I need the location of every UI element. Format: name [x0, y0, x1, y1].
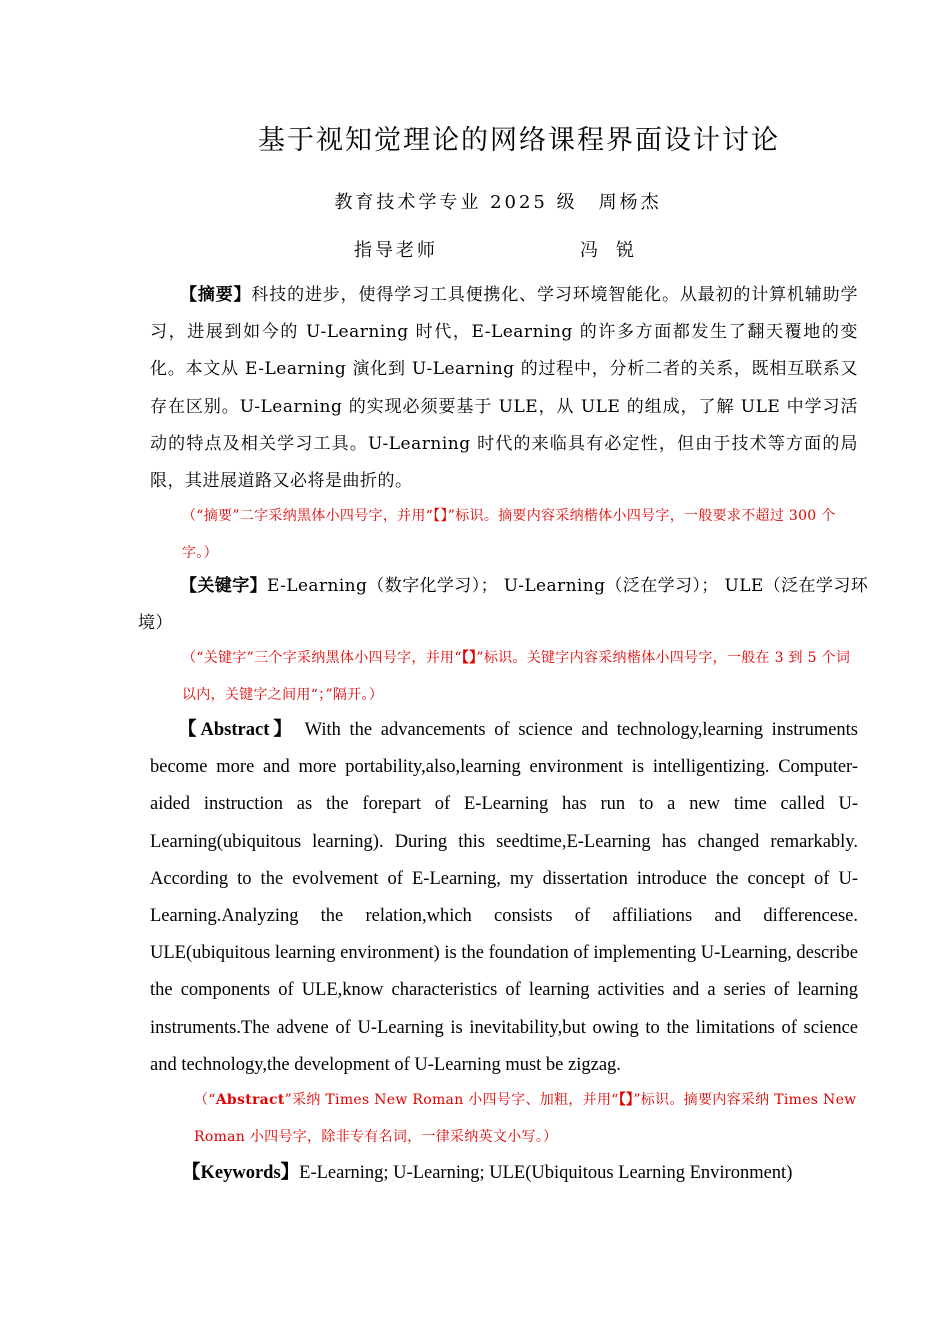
note-keywords-cn-bracket: 【】 — [461, 650, 477, 666]
keywords-cn-text: E-Learning（数字化学习）； U-Learning（泛在学习）； ULE（泛在学习环境） — [138, 576, 869, 633]
abstract-cn-label: 【摘要】 — [180, 285, 252, 305]
note-keywords-cn-part2: ”标识。关键字内容采纳楷体小四号字，一般在 3 到 5 个词以内，关键字之间用“；”隔开。） — [182, 650, 851, 703]
advisor-line — [354, 236, 654, 262]
author-line: 教育技术学专业 2025 级 周杨杰 — [334, 192, 662, 213]
note-abstract-en-part1: （“ — [194, 1092, 216, 1108]
keywords-cn-label: 【关键字】 — [180, 576, 267, 596]
keywords-en — [182, 1155, 882, 1192]
abstract-cn-text: 科技的进步，使得学习工具便携化、学习环境智能化。从最初的计算机辅助学习，进展到如今的 U-Learning 时代，E-Learning 的许多方面都发生了翻天覆地的变化。本文从 E-Learning 演化到 U-Learning 的过程中，分析二者的关系，既相互联系又存在区别。U-Learning 的实现必须要基于 ULE，从 ULE 的组成，了解 ULE 中学习活动的特点及相关学习工具。U-Learning 时代的来临具有必定性，但由于技术等方面的局限，其进展道路又必将是曲折的。 — [150, 285, 858, 492]
note-abstract-en-part2: ”采纳 Times New Roman 小四号字、加粗，并用“ — [284, 1092, 619, 1108]
note-abstract-en-bracket: 【】 — [618, 1092, 634, 1108]
note-keywords-cn-part1: （“关键字”三个字采纳黑体小四号字，并用“ — [182, 650, 462, 666]
note-abstract-en — [194, 1082, 860, 1156]
abstract-en — [150, 712, 858, 1084]
page-title: 基于视知觉理论的网络课程界面设计讨论 — [258, 125, 780, 156]
note-abstract-en-part3: ”标识。摘要内容采纳 Times New Roman 小四号字，除非专有名词，一律采纳英文小写。） — [194, 1092, 857, 1145]
note-abstract-en-bold: Abstract — [215, 1092, 285, 1108]
keywords-en-label: 【Keywords】 — [182, 1163, 300, 1183]
advisor-name: 冯锐 — [580, 240, 652, 261]
advisor-label: 指导老师 — [354, 240, 438, 261]
abstract-en-text: With the advancements of science and technology,learning instruments become more and more portability,also,learning environment is intelligentizing. Computer-aided instruction as the forepart of E-Learning has run to a new time called U-Learning(ubiquitous learning). During this seedtime,E-Learning has changed remarkably. According to the evolvement of E-Learning, my dissertation introduce the concept of U-Learning.Analyzing the relation,which consists of affiliations and differencese. ULE(ubiquitous learning environment) is the foundation of implementing U-Learning, describe the components of ULE,know characteristics of learning activities and a series of learning instruments.The advene of U-Learning is inevitability,but owing to the limitations of science and technology,the development of U-Learning must be zigzag. — [150, 720, 859, 1075]
abstract-en-label: 【Abstract】 — [178, 720, 296, 740]
note-abstract-cn: （“摘要”二字采纳黑体小四号字，并用“【】”标识。摘要内容采纳楷体小四号字，一般要求不超过 300 个字。） — [182, 508, 836, 561]
keywords-cn — [138, 568, 888, 642]
note-keywords-cn — [182, 640, 862, 714]
keywords-en-text: E-Learning; U-Learning; ULE(Ubiquitous Learning Environment) — [299, 1163, 793, 1183]
abstract-cn — [150, 277, 858, 500]
